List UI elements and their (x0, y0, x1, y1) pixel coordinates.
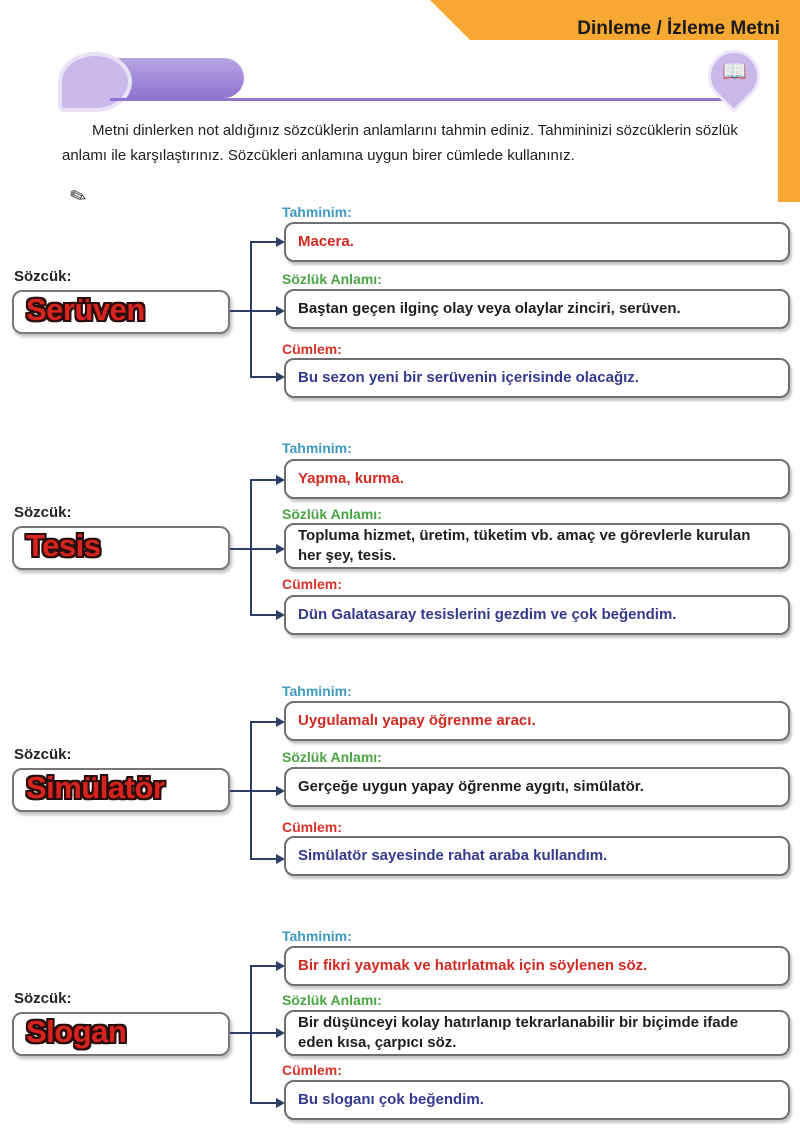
word-tesis: Tesis (26, 528, 101, 563)
word-label: Sözcük: (14, 746, 72, 763)
guess-box: Bir fikri yaymak ve hatırlatmak için söylenen söz. (284, 946, 790, 986)
sentence-label: Cümlem: (282, 1062, 342, 1078)
open-book-icon: 📖 (722, 61, 747, 83)
section-title: Dinleme / İzleme Metni (577, 18, 780, 39)
guess-label: Tahminim: (282, 440, 352, 456)
sentence-label: Cümlem: (282, 819, 342, 835)
connector (230, 718, 290, 860)
guess-label: Tahminim: (282, 683, 352, 699)
guess-label: Tahminim: (282, 204, 352, 220)
sentence-box: Dün Galatasaray tesislerini gezdim ve çok beğendim. (284, 595, 790, 635)
header-rule (110, 98, 730, 101)
sentence-label: Cümlem: (282, 576, 342, 592)
word-label: Sözcük: (14, 268, 72, 285)
word-label: Sözcük: (14, 504, 72, 521)
connector (230, 238, 290, 378)
word-label: Sözcük: (14, 990, 72, 1007)
dict-label: Sözlük Anlamı: (282, 992, 382, 1008)
sentence-box: Bu sezon yeni bir serüvenin içerisinde olacağız. (284, 358, 790, 398)
guess-label: Tahminim: (282, 928, 352, 944)
speech-bubble-icon (58, 52, 132, 112)
pencil-icon: ✎ (66, 183, 91, 211)
dict-label: Sözlük Anlamı: (282, 749, 382, 765)
dict-box: Topluma hizmet, üretim, tüketim vb. amaç ve görevlerle kurulan her şey, tesis. (284, 523, 790, 569)
sentence-label: Cümlem: (282, 341, 342, 357)
word-serüven: Serüven (26, 292, 145, 327)
guess-box: Uygulamalı yapay öğrenme aracı. (284, 701, 790, 741)
sentence-box: Bu sloganı çok beğendim. (284, 1080, 790, 1120)
dict-box: Gerçeğe uygun yapay öğrenme aygıtı, simülatör. (284, 767, 790, 807)
instructions: Metni dinlerken not aldığınız sözcüklerin anlamlarını tahmin ediniz. Tahmininizi sözcüklerin sözlük anlamı ile karşılaştırınız. Sözcükleri anlamına uygun birer cümlede kullanınız. (62, 122, 738, 164)
guess-box: Yapma, kurma. (284, 459, 790, 499)
dict-label: Sözlük Anlamı: (282, 506, 382, 522)
word-slogan: Slogan (26, 1014, 127, 1049)
dict-box: Baştan geçen ilginç olay veya olaylar zinciri, serüven. (284, 289, 790, 329)
side-tab (778, 40, 800, 202)
word-simülatör: Simülatör (26, 770, 165, 805)
connector (230, 476, 290, 616)
guess-box: Macera. (284, 222, 790, 262)
sentence-box: Simülatör sayesinde rahat araba kullandım. (284, 836, 790, 876)
dict-label: Sözlük Anlamı: (282, 271, 382, 287)
dict-box: Bir düşünceyi kolay hatırlanıp tekrarlanabilir bir biçimde ifade eden kısa, çarpıcı söz. (284, 1010, 790, 1056)
connector (230, 962, 290, 1104)
